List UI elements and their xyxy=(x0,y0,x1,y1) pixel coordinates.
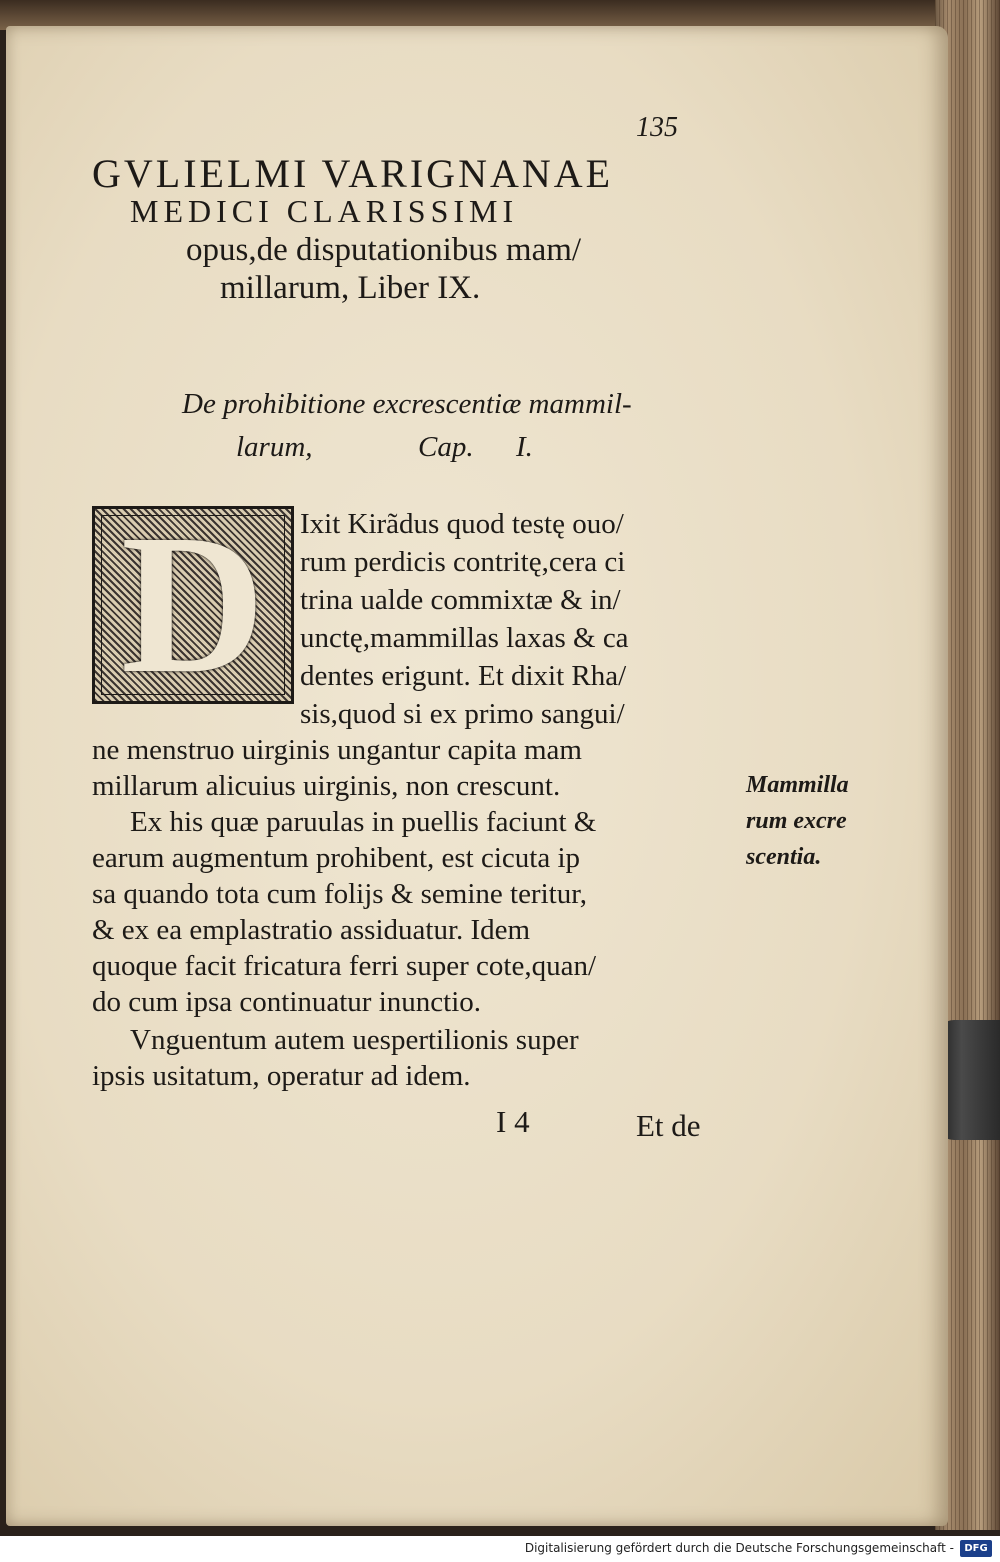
body-line: rum perdicis contritę,cera ci xyxy=(300,546,626,578)
body-line: dentes erigunt. Et dixit Rha/ xyxy=(300,660,627,692)
initial-letter: D xyxy=(120,494,266,715)
body-line: trina ualde commixtæ & in/ xyxy=(300,584,621,616)
title-line-1: GVLIELMI VARIGNANAE xyxy=(92,151,614,196)
chapter-heading-larum: larum, xyxy=(236,431,313,463)
margin-note-line: scentia. xyxy=(746,844,822,870)
body-line: quoque facit fricatura ferri super cote,quan/ xyxy=(92,950,597,982)
body-line: Ixit Kirãdus quod testę ouo/ xyxy=(300,508,624,540)
signature-mark: I 4 xyxy=(496,1104,530,1139)
title-line-3: opus,de disputationibus mam/ xyxy=(186,232,582,268)
body-line: & ex ea emplastratio assiduatur. Idem xyxy=(92,914,531,946)
footer-credit: Digitalisierung gefördert durch die Deutsche Forschungsgemeinschaft - xyxy=(524,1541,954,1555)
dfg-logo: DFG xyxy=(960,1540,992,1557)
decorated-initial-frame xyxy=(101,494,285,715)
margin-note-line: rum excre xyxy=(746,808,847,834)
catchword: Et de xyxy=(636,1108,701,1143)
page-number: 135 xyxy=(636,112,678,143)
footer-bar xyxy=(0,1536,1000,1562)
body-line: Vnguentum autem uespertilionis super xyxy=(130,1024,579,1056)
body-line: millarum alicuius uirginis, non crescunt. xyxy=(92,770,561,802)
chapter-cap-label: Cap. xyxy=(418,431,474,463)
body-line: ne menstruo uirginis ungantur capita mam xyxy=(92,734,582,766)
body-line: earum augmentum prohibent, est cicuta ip xyxy=(92,842,581,874)
body-line: do cum ipsa continuatur inunctio. xyxy=(92,986,482,1018)
body-line: ipsis usitatum, operatur ad idem. xyxy=(92,1060,471,1092)
chapter-number: I. xyxy=(516,431,533,463)
chapter-heading-line-2 xyxy=(236,431,533,464)
body-line: sa quando tota cum folijs & semine teritur, xyxy=(92,878,587,910)
body-line: unctę,mammillas laxas & ca xyxy=(300,622,629,654)
title-line-2: MEDICI CLARISSIMI xyxy=(130,193,519,229)
title-line-4: millarum, Liber IX. xyxy=(220,270,481,306)
body-line: sis,quod si ex primo sangui/ xyxy=(300,698,625,730)
margin-note-line: Mammilla xyxy=(746,772,849,798)
decorated-initial xyxy=(92,494,294,715)
body-line: Ex his quæ paruulas in puellis faciunt & xyxy=(130,806,597,838)
chapter-heading-line-1: De prohibitione excrescentiæ mammil- xyxy=(182,388,632,420)
